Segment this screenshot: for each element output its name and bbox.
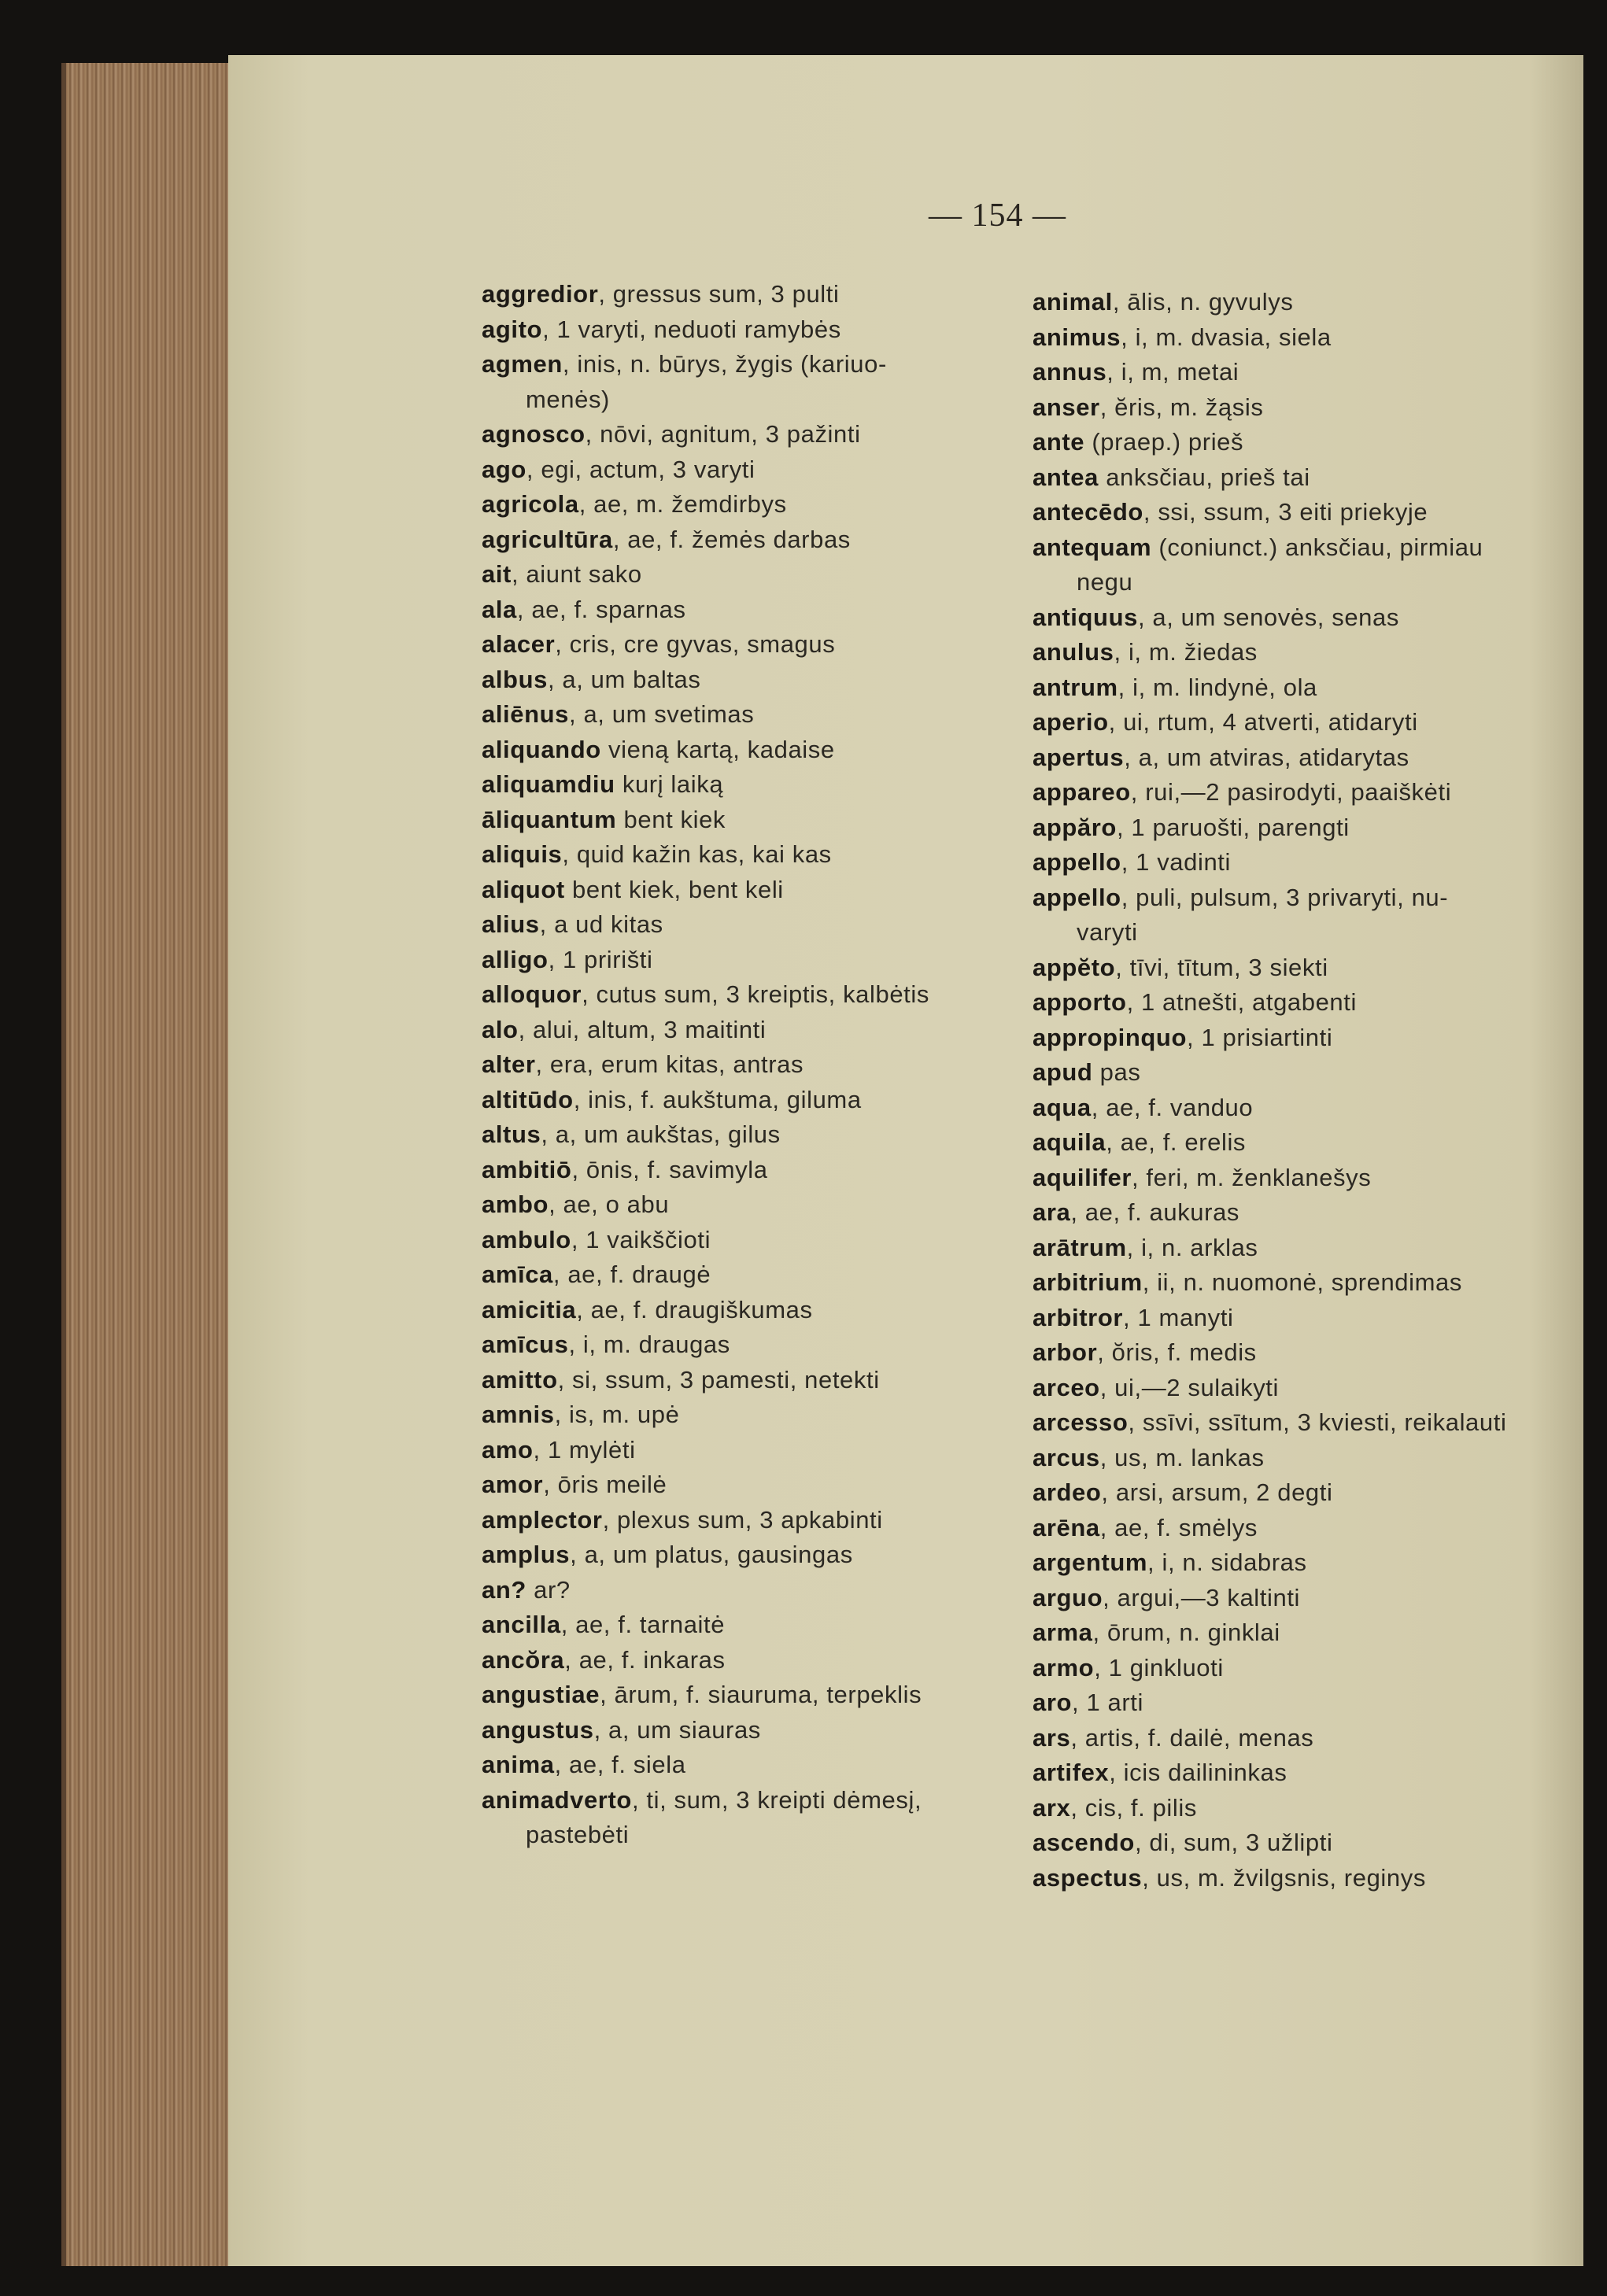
entry-continuation: negu [1077,568,1133,596]
dictionary-entry [1033,285,1583,320]
dictionary-entry [1033,1825,1583,1861]
dictionary-entry [482,1153,1033,1188]
entry-definition: , a, um svetimas [569,700,755,728]
entry-definition: , a, um senovės, senas [1137,603,1399,631]
entry-definition: , cis, f. pilis [1070,1793,1197,1822]
entry-definition: , i, n. arklas [1126,1233,1258,1261]
dictionary-entry [1033,951,1583,986]
entry-definition: , nōvi, agnitum, 3 pažinti [585,420,861,448]
entry-definition: , i, m. dvasia, siela [1121,323,1332,351]
entry-headword: antrum [1033,673,1118,701]
dictionary-entry [1033,355,1583,390]
entry-definition: , 1 vaikščioti [571,1225,711,1253]
entry-headword: animadverto [482,1785,632,1814]
dictionary-entry [482,1327,1033,1363]
dictionary-entry [482,663,1033,698]
entry-definition: , ae, f. erelis [1106,1128,1247,1156]
dictionary-entry [1033,1265,1583,1301]
entry-definition: , 1 pririšti [548,945,653,973]
entry-headword: arbitror [1033,1303,1124,1331]
entry-definition: , quid kažin kas, kai kas [562,840,832,868]
entry-definition: , 1 vadinti [1121,848,1232,876]
entry-definition: , gressus sum, 3 pulti [598,280,840,308]
dictionary-entry [482,1397,1033,1433]
dictionary-entry [482,557,1033,592]
entry-headword: apporto [1033,988,1127,1016]
dictionary-entry [482,733,1033,768]
entry-headword: ascendo [1033,1829,1135,1856]
entry-definition: , si, ssum, 3 pamesti, netekti [557,1365,880,1393]
dictionary-entry [1033,460,1583,496]
entry-definition: , ōris meilė [543,1471,667,1498]
entry-definition: , ii, n. nuomonė, sprendimas [1142,1268,1462,1296]
entry-definition: , arsi, arsum, 2 degti [1101,1478,1333,1506]
entry-definition: , 1 mylėti [533,1435,636,1464]
entry-definition: , plexus sum, 3 apkabinti [602,1505,883,1534]
entry-definition: , ŏris, f. medis [1097,1338,1257,1366]
entry-headword: arceo [1033,1373,1100,1401]
dictionary-entry [482,1783,1033,1853]
dictionary-entry [1033,1581,1583,1616]
entry-headword: ala [482,595,517,623]
dictionary-entry [482,1748,1033,1783]
dictionary-entry [482,1537,1033,1573]
entry-headword: ancŏra [482,1645,565,1674]
entry-definition: , rui,—2 pasirodyti, paaiškėti [1130,778,1452,806]
entry-headword: annus [1033,358,1107,386]
page-number: — 154 — [929,197,1066,234]
dictionary-entry [1033,635,1583,670]
dictionary-entry [482,1573,1033,1608]
entry-definition: , ĕris, m. žąsis [1099,393,1264,421]
entry-headword: arātrum [1033,1233,1127,1261]
entry-headword: aliquando [482,735,601,763]
entry-definition: , ae, f. tarnaitė [560,1611,726,1638]
entry-definition: , ae, f. žemės darbas [612,525,851,553]
dictionary-entry [1033,1161,1583,1196]
entry-headword: amicitia [482,1295,577,1323]
entry-definition: , ōrum, n. ginklai [1092,1619,1280,1646]
entry-definition: , tīvi, tītum, 3 siekti [1115,953,1328,981]
entry-headword: ardeo [1033,1478,1102,1506]
entry-definition: , egi, actum, 3 varyti [526,455,755,483]
left-column [482,277,1033,1853]
entry-headword: alligo [482,945,549,973]
right-column [1033,285,1583,1895]
dictionary-entry [1033,390,1583,426]
entry-definition: , ōnis, f. savimyla [571,1155,768,1183]
entry-headword: alius [482,910,540,938]
dictionary-entry [482,1117,1033,1153]
dictionary-entry [1033,320,1583,356]
entry-definition: anksčiau, prieš tai [1098,463,1310,491]
dictionary-entry [1033,670,1583,706]
dictionary-entry [482,1467,1033,1503]
dictionary-entry [482,1503,1033,1538]
entry-definition: , inis, n. būrys, žygis (kariuo- [562,350,887,378]
dictionary-entry [482,1223,1033,1258]
dictionary-entry [482,1187,1033,1223]
entry-headword: arbor [1033,1338,1098,1366]
dictionary-entry [1033,1195,1583,1231]
entry-headword: amīca [482,1261,553,1288]
dictionary-entry [482,1608,1033,1643]
entry-headword: ambo [482,1190,549,1218]
entry-headword: animal [1033,288,1113,316]
dictionary-entry [482,1363,1033,1398]
entry-headword: arbitrium [1033,1268,1143,1296]
entry-continuation: varyti [1077,918,1138,946]
dictionary-entry [1033,1791,1583,1826]
entry-headword: apud [1033,1058,1093,1086]
entry-headword: amnis [482,1401,555,1428]
dictionary-entry [1033,530,1583,600]
entry-headword: anser [1033,393,1100,421]
dictionary-entry [482,522,1033,558]
entry-headword: apertus [1033,743,1125,771]
entry-headword: āliquantum [482,805,617,833]
entry-headword: ante [1033,428,1085,456]
entry-headword: anulus [1033,638,1114,666]
entry-continuation: pastebėti [526,1821,630,1848]
dictionary-entry [1033,985,1583,1021]
entry-definition: vieną kartą, kadaise [600,735,835,763]
entry-definition: , alui, altum, 3 maitinti [518,1015,767,1043]
entry-headword: aspectus [1033,1863,1143,1892]
dictionary-entry [482,1293,1033,1328]
entry-headword: antecēdo [1033,498,1143,526]
entry-definition: , ssi, ssum, 3 eiti priekyje [1143,498,1428,526]
entry-headword: albus [482,665,548,693]
entry-headword: amplector [482,1505,603,1534]
entry-headword: aliquamdiu [482,770,615,798]
entry-definition: , i, m, metai [1106,358,1239,386]
dictionary-entry [482,1047,1033,1083]
entry-headword: appello [1033,883,1121,911]
entry-definition: , puli, pulsum, 3 privaryti, nu- [1121,883,1449,911]
dictionary-entry [482,347,1033,417]
entry-definition: , ae, o abu [549,1190,670,1218]
entry-definition: bent kiek [616,805,726,833]
dictionary-entry [1033,1441,1583,1476]
entry-definition: , a, um atviras, atidarytas [1124,743,1409,771]
dictionary-entry [1033,1231,1583,1266]
entry-definition: , a, um baltas [547,665,701,693]
dictionary-entry [1033,1651,1583,1686]
entry-headword: antequam [1033,533,1152,561]
entry-headword: agito [482,315,543,343]
entry-definition: , icis dailininkas [1109,1759,1287,1786]
dictionary-entry [482,1678,1033,1713]
entry-definition: , a ud kitas [539,910,663,938]
entry-headword: aperio [1033,708,1109,736]
dictionary-entry [1033,1755,1583,1791]
entry-headword: amo [482,1435,534,1464]
entry-definition: , a, um siauras [593,1715,761,1744]
entry-definition: , era, erum kitas, antras [535,1050,804,1078]
dictionary-entry [1033,1335,1583,1371]
dictionary-entry [1033,1055,1583,1091]
entry-definition: , 1 ginkluoti [1094,1653,1224,1681]
entry-definition: , ui, rtum, 4 atverti, atidaryti [1108,708,1418,736]
dictionary-entry [482,977,1033,1013]
entry-headword: anima [482,1751,555,1778]
entry-headword: ara [1033,1198,1071,1226]
entry-headword: appăro [1033,813,1117,841]
dictionary-entry [1033,600,1583,636]
dictionary-entry [482,1013,1033,1048]
dictionary-entry [482,277,1033,312]
entry-definition: , artis, f. dailė, menas [1070,1723,1314,1752]
entry-definition: , a, um platus, gausingas [570,1541,853,1568]
entry-continuation: menės) [526,385,610,413]
entry-headword: aggredior [482,280,599,308]
entry-headword: aliēnus [482,700,570,728]
entry-headword: alo [482,1015,519,1043]
entry-headword: aquila [1033,1128,1106,1156]
dictionary-entry [1033,880,1583,951]
entry-headword: animus [1033,323,1121,351]
dictionary-entry [1033,1511,1583,1546]
dictionary-entry [1033,740,1583,776]
dictionary-entry [1033,810,1583,846]
dictionary-entry [482,837,1033,873]
entry-headword: amor [482,1471,544,1498]
entry-definition: , ae, f. siela [554,1751,686,1778]
entry-headword: alter [482,1050,536,1078]
entry-headword: amplus [482,1541,571,1568]
dictionary-entry [482,803,1033,838]
entry-headword: antiquus [1033,603,1138,631]
dictionary-entry [482,452,1033,488]
entry-definition: , cutus sum, 3 kreiptis, kalbėtis [582,980,929,1008]
entry-definition: kurį laiką [615,770,724,798]
entry-headword: aliquis [482,840,563,868]
entry-headword: ambitiō [482,1155,572,1183]
entry-definition: , a, um aukštas, gilus [541,1120,781,1148]
dictionary-entry [1033,845,1583,880]
entry-definition: , us, m. lankas [1099,1443,1265,1471]
entry-definition: , cris, cre gyvas, smagus [555,630,836,658]
dictionary-entry [1033,1721,1583,1756]
entry-headword: arcus [1033,1443,1100,1471]
dictionary-entry [1033,1301,1583,1336]
entry-headword: agmen [482,350,563,378]
entry-headword: aro [1033,1689,1073,1716]
entry-headword: agricola [482,490,579,518]
dictionary-entry [1033,775,1583,810]
entry-headword: appropinquo [1033,1023,1188,1051]
entry-definition: , feri, m. ženklanešys [1131,1163,1372,1191]
dictionary-entry [482,943,1033,978]
entry-definition: , ae, f. smėlys [1099,1513,1258,1541]
entry-definition: , is, m. upė [554,1401,680,1428]
dictionary-entry [482,1257,1033,1293]
entry-headword: altitūdo [482,1085,574,1113]
entry-headword: appareo [1033,778,1131,806]
entry-headword: ambulo [482,1225,571,1253]
dictionary-entry [1033,705,1583,740]
entry-headword: ago [482,455,526,483]
dictionary-entry [1033,1091,1583,1126]
entry-definition: , aiunt sako [511,560,642,588]
dictionary-entry [482,592,1033,628]
entry-headword: altus [482,1120,541,1148]
dictionary-entry [482,907,1033,943]
entry-definition: (coniunct.) anksčiau, pirmiau [1151,533,1483,561]
dictionary-entry [1033,1861,1583,1896]
entry-definition: , i, n. sidabras [1147,1549,1307,1576]
entry-definition: , di, sum, 3 užlipti [1134,1829,1333,1856]
entry-definition: , argui,—3 kaltinti [1103,1583,1301,1611]
entry-definition: ar? [526,1575,571,1604]
entry-headword: armo [1033,1653,1095,1681]
entry-headword: an? [482,1575,526,1604]
entry-definition: (praep.) prieš [1084,428,1244,456]
dictionary-entry [1033,1371,1583,1406]
dictionary-entry [482,697,1033,733]
entry-headword: aliquot [482,875,565,903]
entry-definition: , ssīvi, ssītum, 3 kviesti, reikalauti [1128,1408,1507,1436]
entry-definition: , ae, f. sparnas [516,595,686,623]
entry-headword: appĕto [1033,953,1116,981]
entry-headword: alacer [482,630,556,658]
entry-headword: alloquor [482,980,582,1008]
entry-definition: , ui,—2 sulaikyti [1099,1373,1280,1401]
dictionary-entry [1033,1125,1583,1161]
entry-definition: , 1 atnešti, atgabenti [1126,988,1357,1016]
dictionary-entry [482,767,1033,803]
entry-definition: , 1 paruošti, parengti [1116,813,1350,841]
dictionary-entry [482,487,1033,522]
dictionary-entry [1033,1685,1583,1721]
entry-headword: agricultūra [482,525,613,553]
entry-headword: aquilifer [1033,1163,1132,1191]
dictionary-entry [1033,1545,1583,1581]
entry-headword: amitto [482,1365,558,1393]
entry-headword: arcesso [1033,1408,1129,1436]
dictionary-entry [1033,1475,1583,1511]
entry-headword: ancilla [482,1611,561,1638]
entry-definition: , 1 varyti, neduoti ramybės [542,315,841,343]
entry-definition: , i, m. žiedas [1114,638,1258,666]
entry-headword: ait [482,560,512,588]
entry-headword: arēna [1033,1513,1100,1541]
entry-headword: angustus [482,1715,594,1744]
dictionary-entry [482,1643,1033,1678]
entry-definition: , i, m. lindynė, ola [1118,673,1317,701]
entry-definition: , ti, sum, 3 kreipti dėmesį, [631,1785,922,1814]
entry-headword: amīcus [482,1331,569,1358]
dictionary-entry [1033,1405,1583,1441]
dictionary-entry [482,1083,1033,1118]
entry-definition: , 1 prisiartinti [1187,1023,1333,1051]
entry-definition: , i, m. draugas [568,1331,730,1358]
entry-headword: aqua [1033,1093,1092,1121]
entry-definition: , ae, f. draugiškumas [576,1295,813,1323]
entry-headword: arx [1033,1793,1071,1822]
entry-headword: ars [1033,1723,1071,1752]
entry-definition: pas [1092,1058,1141,1086]
dictionary-entry [1033,425,1583,460]
entry-definition: , ae, f. draugė [552,1261,711,1288]
entry-definition: , ae, f. inkaras [564,1645,726,1674]
entry-definition: , 1 arti [1072,1689,1143,1716]
dictionary-entry [482,873,1033,908]
entry-definition: , 1 manyti [1123,1303,1234,1331]
entry-headword: artifex [1033,1759,1110,1786]
entry-headword: angustiae [482,1681,600,1708]
entry-headword: arguo [1033,1583,1103,1611]
dictionary-entry [482,417,1033,452]
entry-definition: , us, m. žvilgsnis, reginys [1142,1863,1426,1892]
dictionary-entry [1033,1615,1583,1651]
dictionary-entry [482,1713,1033,1748]
entry-headword: appello [1033,848,1121,876]
entry-definition: , inis, f. aukštuma, giluma [573,1085,862,1113]
entry-definition: bent kiek, bent keli [564,875,784,903]
dictionary-entry [1033,495,1583,530]
entry-headword: antea [1033,463,1099,491]
entry-definition: , ae, m. žemdirbys [578,490,787,518]
entry-definition: , ae, f. aukuras [1070,1198,1240,1226]
dictionary-entry [482,1433,1033,1468]
entry-headword: arma [1033,1619,1093,1646]
entry-definition: , ārum, f. siauruma, terpeklis [600,1681,922,1708]
entry-headword: agnosco [482,420,586,448]
dictionary-entry [1033,1021,1583,1056]
entry-definition: , ae, f. vanduo [1091,1093,1254,1121]
book-page-edges [61,63,243,2266]
entry-definition: , ālis, n. gyvulys [1112,288,1294,316]
dictionary-entry [482,627,1033,663]
dictionary-entry [482,312,1033,348]
entry-headword: argentum [1033,1549,1148,1576]
